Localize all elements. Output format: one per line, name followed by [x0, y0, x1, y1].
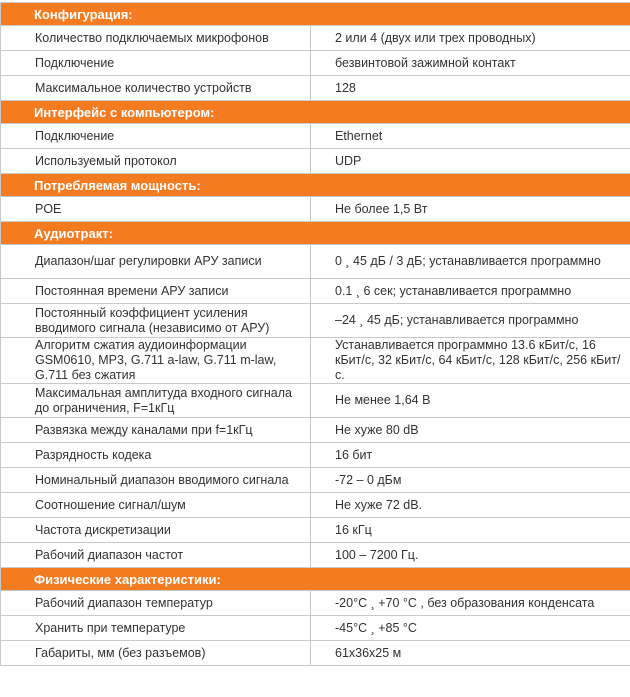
table-row [1, 493, 630, 518]
row-value: 100 – 7200 Гц. [311, 543, 630, 568]
table-row [1, 338, 630, 384]
row-value: -45°C ¸ +85 °C [311, 616, 630, 641]
row-label: Номинальный диапазон вводимого сигнала [1, 468, 311, 493]
section-header-power [1, 174, 630, 197]
row-label: Постоянная времени АРУ записи [1, 279, 311, 304]
table-row [1, 51, 630, 76]
row-value: 0 ¸ 45 дБ / 3 дБ; устанавливается программно [311, 245, 630, 279]
row-label: Рабочий диапазон частот [1, 543, 311, 568]
row-label: Хранить при температуре [1, 616, 311, 641]
row-value: -72 – 0 дБм [311, 468, 630, 493]
table-row [1, 279, 630, 304]
row-value: безвинтовой зажимной контакт [311, 51, 630, 76]
row-value: 61x36x25 м [311, 641, 630, 666]
row-value: 16 кГц [311, 518, 630, 543]
row-value: 128 [311, 76, 630, 101]
row-label: Алгоритм сжатия аудиоинформации GSM0610, MP3, G.711 a-law, G.711 m-law, G.711 без сжатия [1, 338, 311, 384]
table-row [1, 149, 630, 174]
section-header-computer-interface [1, 101, 630, 124]
table-row [1, 591, 630, 616]
table-row [1, 245, 630, 279]
row-label: Максимальная амплитуда входного сигнала до ограничения, F=1кГц [1, 384, 311, 418]
row-label: Разрядность кодека [1, 443, 311, 468]
row-label: Соотношение сигнал/шум [1, 493, 311, 518]
row-label: Подключение [1, 124, 311, 149]
section-title: Интерфейс с компьютером: [1, 101, 630, 124]
row-value: -20°C ¸ +70 °C , без образования конденсата [311, 591, 630, 616]
table-row [1, 543, 630, 568]
table-row [1, 26, 630, 51]
section-title: Потребляемая мощность: [1, 174, 630, 197]
row-value: 0.1 ¸ 6 сек; устанавливается программно [311, 279, 630, 304]
spec-table [0, 2, 630, 666]
section-header-physical [1, 568, 630, 591]
row-label: Постоянный коэффициент усиления вводимого сигнала (независимо от АРУ) [1, 304, 311, 338]
table-row [1, 443, 630, 468]
table-row [1, 197, 630, 222]
section-header-configuration [1, 3, 630, 26]
table-row [1, 418, 630, 443]
row-label: POE [1, 197, 311, 222]
table-row [1, 616, 630, 641]
table-row [1, 124, 630, 149]
row-value: –24 ¸ 45 дБ; устанавливается программно [311, 304, 630, 338]
row-value: Не менее 1,64 В [311, 384, 630, 418]
table-row [1, 468, 630, 493]
row-value: Не хуже 80 dB [311, 418, 630, 443]
table-row [1, 304, 630, 338]
row-label: Рабочий диапазон температур [1, 591, 311, 616]
row-value: 2 или 4 (двух или трех проводных) [311, 26, 630, 51]
table-row [1, 518, 630, 543]
row-value: Устанавливается программно 13.6 кБит/с, 16 кБит/с, 32 кБит/с, 64 кБит/с, 128 кБит/с, 256 кБит/с. [311, 338, 630, 384]
row-label: Диапазон/шаг регулировки АРУ записи [1, 245, 311, 279]
row-value: UDP [311, 149, 630, 174]
section-header-audio-path [1, 222, 630, 245]
table-row [1, 76, 630, 101]
table-row [1, 384, 630, 418]
row-label: Максимальное количество устройств [1, 76, 311, 101]
row-label: Развязка между каналами при f=1кГц [1, 418, 311, 443]
row-label: Используемый протокол [1, 149, 311, 174]
section-title: Аудиотракт: [1, 222, 630, 245]
row-label: Габариты, мм (без разъемов) [1, 641, 311, 666]
row-label: Подключение [1, 51, 311, 76]
row-label: Количество подключаемых микрофонов [1, 26, 311, 51]
row-value: Не более 1,5 Вт [311, 197, 630, 222]
section-title: Конфигурация: [1, 3, 630, 26]
section-title: Физические характеристики: [1, 568, 630, 591]
row-label: Частота дискретизации [1, 518, 311, 543]
row-value: Не хуже 72 dB. [311, 493, 630, 518]
row-value: 16 бит [311, 443, 630, 468]
row-value: Ethernet [311, 124, 630, 149]
table-row [1, 641, 630, 666]
